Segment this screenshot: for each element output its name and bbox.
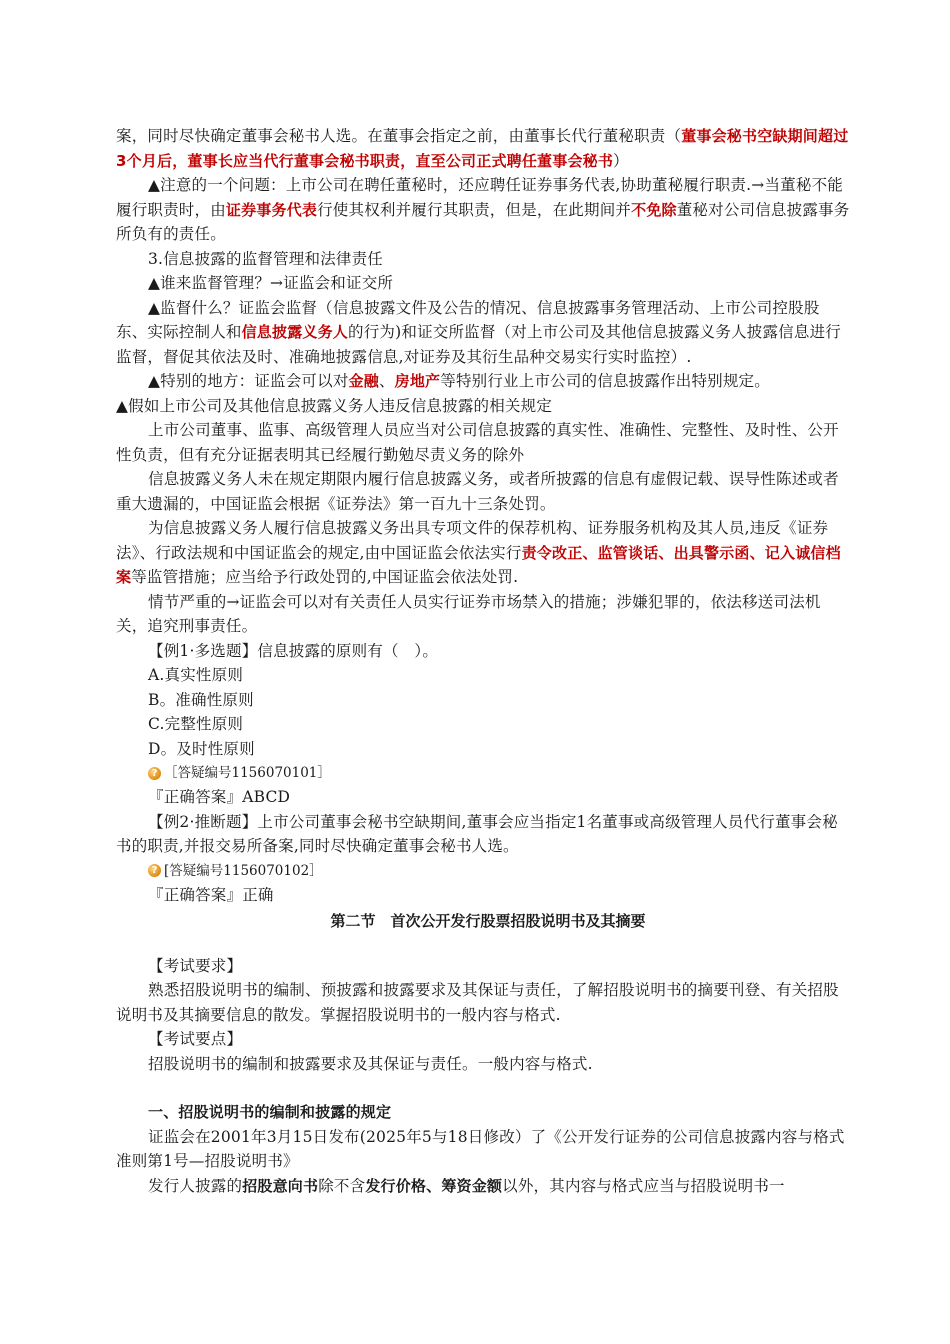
example-1-question: 【例1·多选题】信息披露的原则有（ ）。 bbox=[148, 641, 439, 660]
question-icon: ? bbox=[148, 864, 161, 877]
highlight-measures: 责令改正、监管谈话、出具警示函、记入诚信档案 bbox=[116, 543, 841, 586]
paragraph-violation: ▲假如上市公司及其他信息披露义务人违反信息披露的相关规定 bbox=[116, 396, 553, 415]
paragraph-intent-prospectus: 发行人披露的招股意向书除不含发行价格、筹资金额以外，其内容与格式应当与招股说明书一 bbox=[148, 1176, 785, 1195]
example-1-option-a: A.真实性原则 bbox=[148, 666, 244, 684]
highlight-finance: 金融 bbox=[348, 372, 379, 390]
heading-supervision: 3.信息披露的监督管理和法律责任 bbox=[148, 249, 383, 268]
exam-keypoints-label: 【考试要点】 bbox=[148, 1030, 243, 1048]
highlight-securities-rep: 证券事务代表 bbox=[225, 200, 318, 219]
highlight-chairman-duty: 董事会秘书空缺期间超过3个月后，董事长应当代行董事会秘书职责，直至公司正式聘任董事会秘书 bbox=[116, 127, 849, 170]
paragraph-intermediaries: 为信息披露义务人履行信息披露义务出具专项文件的保荐机构、证券服务机构及其人员,违反《证券法》、行政法规和中国证监会的规定,由中国证监会依法实行责令改正、监管谈话、出具警示函、记入诚信档案等监管措施；应当给予行政处罚的,中国证监会依法处罚. bbox=[116, 519, 841, 586]
paragraph-securities-rep: ▲注意的一个问题：上市公司在聘任董秘时，还应聘任证券事务代表,协助董秘履行职责.→当董秘不能履行职责时，由证券事务代表行使其权利并履行其职责，但是，在此期间并不免除董秘对公司信息披露事务所负有的责任。 bbox=[116, 176, 850, 243]
paragraph-special: ▲特别的地方：证监会可以对金融、房地产等特别行业上市公司的信息披露作出特别规定。 bbox=[148, 372, 770, 390]
exam-requirements-text: 熟悉招股说明书的编制、预披露和披露要求及其保证与责任，了解招股说明书的摘要刊登、有关招股说明书及其摘要信息的散发。掌握招股说明书的一般内容与格式. bbox=[116, 981, 839, 1024]
example-1-option-b: B。准确性原则 bbox=[148, 690, 254, 709]
heading-prospectus-rules: 一、招股说明书的编制和披露的规定 bbox=[148, 1103, 392, 1121]
highlight-real-estate: 房地产 bbox=[394, 372, 441, 390]
exam-keypoints-text: 招股说明书的编制和披露要求及其保证与责任。一般内容与格式. bbox=[148, 1054, 593, 1073]
highlight-disclosure-obligor: 信息披露义务人 bbox=[241, 323, 349, 341]
paragraph-what-supervised: ▲监督什么？证监会监督（信息披露文件及公告的情况、信息披露事务管理活动、上市公司控股股东、实际控制人和信息披露义务人的行为)和证交所监督（对上市公司及其他信息披露义务人披露信息进行监督，督促其依法及时、准确地披露信息,对证券及其衍生品种交易实行实时监控）. bbox=[116, 298, 841, 366]
example-1-answer: 『正确答案』ABCD bbox=[148, 788, 291, 806]
question-icon: ? bbox=[148, 767, 161, 780]
exam-requirements-label: 【考试要求】 bbox=[148, 956, 243, 975]
paragraph-directors-liability: 上市公司董事、监事、高级管理人员应当对公司信息披露的真实性、准确性、完整性、及时性、公开性负责，但有充分证据表明其已经履行勤勉尽责义务的除外 bbox=[116, 421, 839, 464]
section-title: 第二节 首次公开发行股票招股说明书及其摘要 bbox=[330, 912, 646, 930]
paragraph-csrc-standard: 证监会在2001年3月15日发布(2025年5与18日修改）了《公开发行证券的公司信息披露内容与格式准则第1号—招股说明书》 bbox=[116, 1127, 845, 1170]
example-1-option-d: D。及时性原则 bbox=[148, 739, 255, 758]
paragraph-serious: 情节严重的→证监会可以对有关责任人员实行证券市场禁入的措施；涉嫌犯罪的，依法移送司法机关，追究刑事责任。 bbox=[116, 592, 821, 635]
example-1-option-c: C.完整性原则 bbox=[148, 715, 244, 733]
paragraph-who-supervises: ▲谁来监督管理？→证监会和证交所 bbox=[148, 274, 394, 292]
example-2-answer: 『正确答案』正确 bbox=[148, 885, 274, 904]
example-2-question: 【例2·推断题】上市公司董事会秘书空缺期间,董事会应当指定1名董事或高级管理人员代行董事会秘书的职责,并报交易所备案,同时尽快确定董事会秘书人选。 bbox=[116, 812, 838, 855]
highlight-not-exempt: 不免除 bbox=[631, 200, 677, 219]
example-2-qa-link[interactable]: ? [答疑编号1156070102］ bbox=[116, 859, 850, 883]
paragraph-secretary-vacancy: 案，同时尽快确定董事会秘书人选。在董事会指定之前，由董事长代行董秘职责（董事会秘书空缺期间超过3个月后，董事长应当代行董事会秘书职责，直至公司正式聘任董事会秘书） bbox=[116, 127, 849, 170]
example-1-qa-link[interactable]: ? ［答疑编号1156070101］ bbox=[116, 761, 850, 785]
bold-intent-prospectus: 招股意向书 bbox=[242, 1176, 319, 1195]
paragraph-obligor-penalty: 信息披露义务人未在规定期限内履行信息披露义务，或者所披露的信息有虚假记载、误导性陈述或者重大遗漏的，中国证监会根据《证券法》第一百九十三条处罚。 bbox=[116, 470, 839, 513]
bold-price-amount: 发行价格、筹资金额 bbox=[365, 1176, 503, 1195]
